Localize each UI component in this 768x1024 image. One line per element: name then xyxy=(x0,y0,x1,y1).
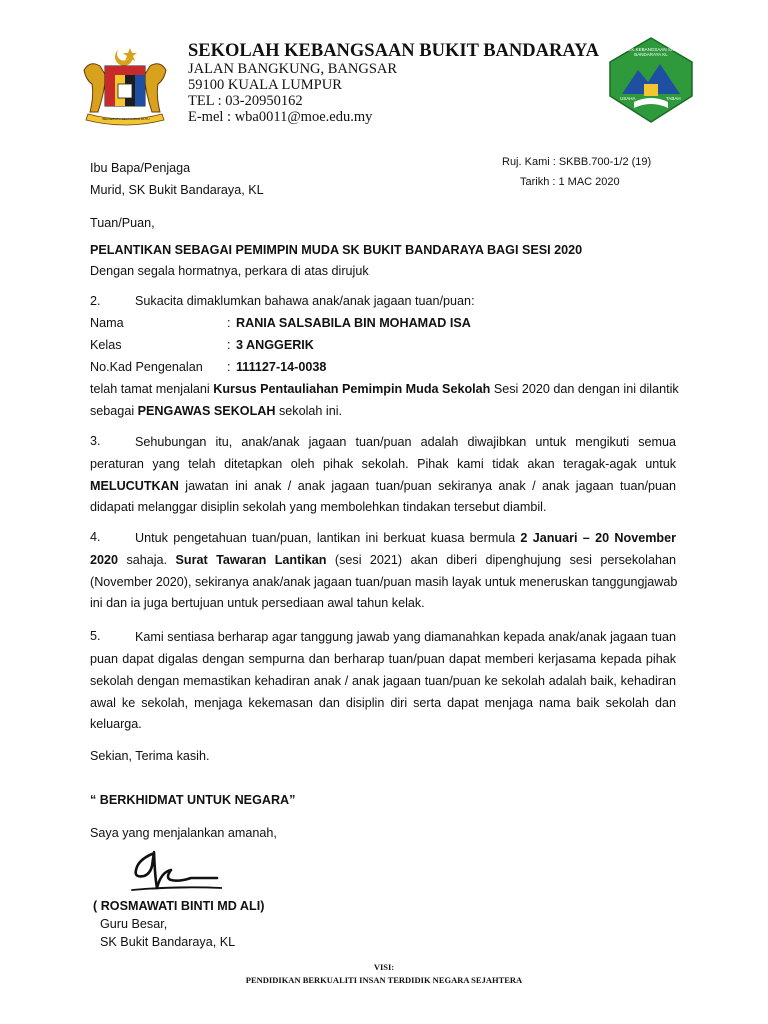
recipient-line-2: Murid, SK Bukit Bandaraya, KL xyxy=(90,183,264,197)
course-name: Kursus Pentauliahan Pemimpin Muda Sekolah xyxy=(213,382,491,396)
para-5-line-4: awal ke sekolah, menjaga kekemasan dan disiplin diri serta dapat menjaga nama baik sekolah dan xyxy=(90,696,676,710)
address-line-2: 59100 KUALA LUMPUR xyxy=(188,77,342,93)
para-5-line-2: puan dapat digalas dengan sempurna dan berharap tuan/puan dapat memberi kerjasama kepada pihak xyxy=(90,652,676,666)
signature-image xyxy=(122,846,222,898)
school-logo xyxy=(608,36,694,124)
student-ic-value: 111127-14-0038 xyxy=(236,360,327,374)
appointment-title: PENGAWAS SEKOLAH xyxy=(137,404,276,418)
trust-line: Saya yang menjalankan amanah, xyxy=(90,826,277,840)
para-4-line-1 xyxy=(135,531,676,545)
para-4-line-2-b: (sesi 2021) akan diberi dipenghujung sesi persekolahan xyxy=(326,553,677,567)
para-3-number: 3. xyxy=(90,434,101,448)
letter-date: Tarikh : 1 MAC 2020 xyxy=(520,176,620,188)
student-class-label: Kelas xyxy=(90,338,122,352)
completion-line-2 xyxy=(90,405,342,418)
crest-motto: BERSEKUTU BERTAMBAH MUTU xyxy=(102,117,150,121)
salutation: Tuan/Puan, xyxy=(90,216,155,230)
logo-right-text: TABAH xyxy=(666,96,681,101)
completion-line-1 xyxy=(90,383,679,396)
visi-text: PENDIDIKAN BERKUALITI INSAN TERDIDIK NEGARA SEJAHTERA xyxy=(245,975,523,985)
school-name: SEKOLAH KEBANGSAAN BUKIT BANDARAYA xyxy=(188,41,600,61)
email: E-mel : wba0011@moe.edu.my xyxy=(188,109,373,125)
para-5-line-3: sekolah dengan memastikan kehadiran anak / anak jagaan tuan/puan ke sekolah adalah baik, kehadiran xyxy=(90,674,676,688)
para-4-line-2 xyxy=(90,553,676,567)
para-4-line-2-a: sahaja. xyxy=(118,553,176,567)
student-name-label: Nama xyxy=(90,316,124,330)
signatory-school: SK Bukit Bandaraya, KL xyxy=(100,935,236,949)
para-2-text: Sukacita dimaklumkan bahawa anak/anak jagaan tuan/puan: xyxy=(135,294,475,308)
para-4-line-4: ini dan ia juga bertujuan untuk persediaan awal tahun kelak. xyxy=(90,596,425,610)
para-3-bold: MELUCUTKAN xyxy=(90,479,179,493)
para-3-line-4: didapati melanggar disiplin sekolah yang membolehkan tindakan tersebut diambil. xyxy=(90,500,547,514)
recipient-line-1: Ibu Bapa/Penjaga xyxy=(90,161,191,175)
completion-a: telah tamat menjalani xyxy=(90,382,214,396)
para-4-line-3: (November 2020), sekiranya anak/anak jagaan tuan/puan masih layak untuk meneruskan tanggungjawab xyxy=(90,575,678,589)
para-5-line-1: Kami sentiasa berharap agar tanggung jawab yang diamanahkan kepada anak/anak jagaan tuan xyxy=(135,630,676,644)
para-4-year: 2020 xyxy=(90,553,119,567)
logo-left-text: USAHA xyxy=(620,96,636,101)
student-ic-label: No.Kad Pengenalan xyxy=(90,360,203,374)
completion-d: sebagai xyxy=(90,404,138,418)
para-4-number: 4. xyxy=(90,530,101,544)
student-class-colon: : xyxy=(227,338,231,352)
para-5-line-5: keluarga. xyxy=(90,717,142,731)
reference-number: Ruj. Kami : SKBB.700-1/2 (19) xyxy=(502,156,652,168)
para-3-line-2: peraturan yang telah ditetapkan oleh pihak sekolah. Pihak kami tidak akan teragak-agak untuk xyxy=(90,457,676,471)
letter-subject: PELANTIKAN SEBAGAI PEMIMPIN MUDA SK BUKIT BANDARAYA BAGI SESI 2020 xyxy=(90,243,583,257)
signatory-name: ( ROSMAWATI BINTI MD ALI) xyxy=(93,899,265,913)
crest-logo xyxy=(78,40,172,128)
para-3-line-3 xyxy=(90,479,676,493)
completion-c: Sesi 2020 dan dengan ini dilantik xyxy=(490,382,679,396)
para-3-line-3-text: jawatan ini anak / anak jagaan tuan/puan sekiranya anak / anak jagaan tuan/puan xyxy=(178,479,676,493)
motto: “ BERKHIDMAT UNTUK NEGARA” xyxy=(90,793,296,807)
signatory-title: Guru Besar, xyxy=(100,917,168,931)
visi-label: VISI: xyxy=(373,962,395,972)
para-4-dates: 2 Januari – 20 November xyxy=(520,531,676,545)
para-4-offer: Surat Tawaran Lantikan xyxy=(175,553,327,567)
para-3-line-1: Sehubungan itu, anak/anak jagaan tuan/puan adalah diwajibkan untuk mengikuti semua xyxy=(135,435,676,449)
closing-text: Sekian, Terima kasih. xyxy=(90,749,210,763)
telephone: TEL : 03-20950162 xyxy=(188,93,303,109)
student-class-value: 3 ANGGERIK xyxy=(236,338,314,352)
address-line-1: JALAN BANGKUNG, BANGSAR xyxy=(188,61,398,77)
intro-text: Dengan segala hormatnya, perkara di atas dirujuk xyxy=(90,264,369,278)
student-name-colon: : xyxy=(227,316,231,330)
para-2-number: 2. xyxy=(90,294,101,308)
logo-top-text: SEK.KEBANGSAAN SKT BANDARAYA KL xyxy=(625,47,677,57)
student-ic-colon: : xyxy=(227,360,231,374)
para-5-number: 5. xyxy=(90,629,101,643)
para-4-line-1-text: Untuk pengetahuan tuan/puan, lantikan ini berkuat kuasa bermula xyxy=(135,531,521,545)
student-name-value: RANIA SALSABILA BIN MOHAMAD ISA xyxy=(236,316,471,330)
completion-f: sekolah ini. xyxy=(275,404,342,418)
